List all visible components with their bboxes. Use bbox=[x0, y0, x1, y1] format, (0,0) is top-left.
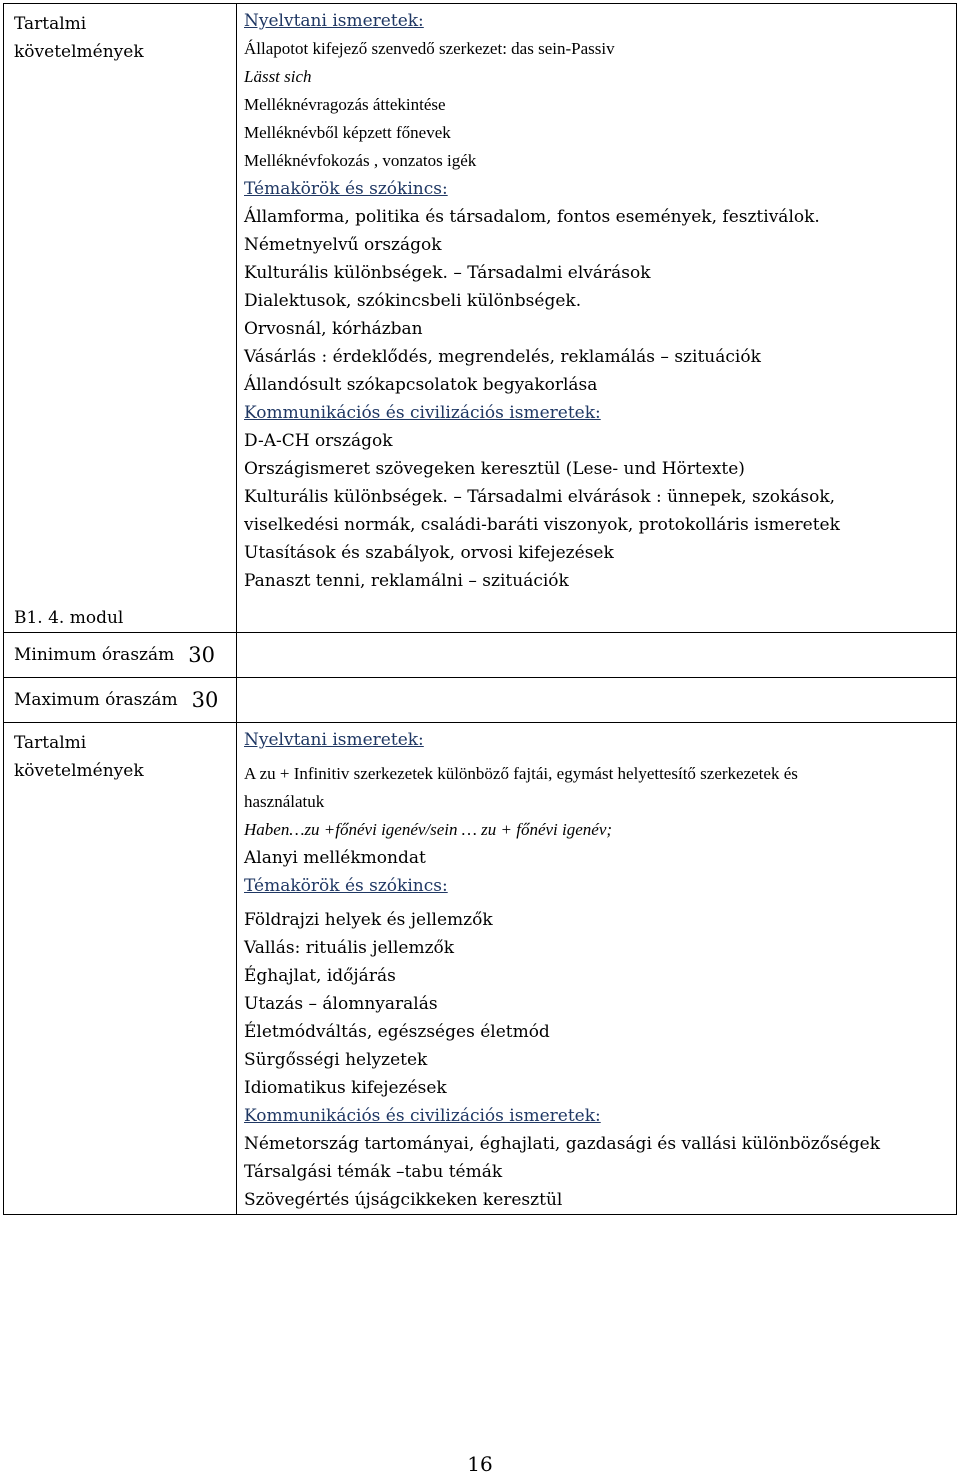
content-line: Vásárlás : érdeklődés, megrendelés, reklamálás – szituációk bbox=[244, 347, 761, 367]
max-hours-label-cell bbox=[4, 678, 237, 723]
max-hours-value: 30 bbox=[191, 688, 219, 712]
content-line: Kulturális különbségek. – Társadalmi elvárások bbox=[244, 263, 651, 283]
content-line: Haben…zu +főnévi igenév/sein … zu + főnévi igenév; bbox=[244, 820, 613, 839]
left-cell-requirements-2 bbox=[4, 723, 237, 1215]
content-line: Melléknévből képzett főnevek bbox=[244, 123, 451, 142]
content-line: Vallás: rituális jellemzők bbox=[244, 938, 455, 958]
section-heading: Témakörök és szókincs: bbox=[244, 179, 448, 199]
content-line: Állapotot kifejező szenvedő szerkezet: das sein-Passiv bbox=[244, 39, 615, 58]
requirements-label-line-1: Tartalmi bbox=[14, 14, 87, 34]
content-line: Orvosnál, kórházban bbox=[244, 319, 423, 339]
table-row-min-hours bbox=[4, 633, 957, 678]
content-line: Állandósult szókapcsolatok begyakorlása bbox=[244, 375, 598, 395]
content-line: Sürgősségi helyzetek bbox=[244, 1050, 428, 1070]
requirements-label-line-2: követelmények bbox=[14, 42, 144, 62]
section-heading: Nyelvtani ismeretek: bbox=[244, 730, 424, 750]
section-heading: Témakörök és szókincs: bbox=[244, 876, 448, 896]
content-line: Idiomatikus kifejezések bbox=[244, 1078, 447, 1098]
section-heading: Nyelvtani ismeretek: bbox=[244, 11, 424, 31]
requirements-2-label-line-1: Tartalmi bbox=[14, 733, 87, 753]
content-line: Melléknévfokozás , vonzatos igék bbox=[244, 151, 477, 170]
content-line: viselkedési normák, családi-baráti viszonyok, protokolláris ismeretek bbox=[244, 515, 840, 535]
content-line: Társalgási témák –tabu témák bbox=[244, 1162, 503, 1182]
section-heading: Kommunikációs és civilizációs ismeretek: bbox=[244, 403, 601, 423]
content-line: A zu + Infinitiv szerkezetek különböző fajtái, egymást helyettesítő szerkezetek és bbox=[244, 764, 798, 783]
content-line: Szövegértés újságcikkeken keresztül bbox=[244, 1190, 563, 1210]
content-line: Kulturális különbségek. – Társadalmi elvárások : ünnepek, szokások, bbox=[244, 487, 836, 507]
section-heading: Kommunikációs és civilizációs ismeretek: bbox=[244, 1106, 601, 1126]
max-hours-empty-cell bbox=[237, 678, 957, 723]
content-list-requirements-2 bbox=[244, 726, 956, 1214]
left-cell-requirements bbox=[4, 4, 237, 633]
content-line: Éghajlat, időjárás bbox=[244, 966, 396, 986]
table-row-max-hours bbox=[4, 678, 957, 723]
content-line: Földrajzi helyek és jellemzők bbox=[244, 910, 493, 930]
table-row-module-content bbox=[4, 4, 957, 633]
page-number: 16 bbox=[467, 1452, 493, 1476]
curriculum-table bbox=[3, 3, 957, 1215]
content-list-module bbox=[244, 7, 956, 595]
content-line: Államforma, politika és társadalom, fontos események, fesztiválok. bbox=[244, 207, 820, 227]
content-line: Panaszt tenni, reklamálni – szituációk bbox=[244, 571, 569, 591]
content-line: Országismeret szövegeken keresztül (Lese- und Hörtexte) bbox=[244, 459, 745, 479]
content-line: Dialektusok, szókincsbeli különbségek. bbox=[244, 291, 582, 311]
requirements-2-label-line-2: követelmények bbox=[14, 761, 144, 781]
min-hours-label-cell bbox=[4, 633, 237, 678]
content-line: Utazás – álomnyaralás bbox=[244, 994, 438, 1014]
content-line: Németország tartományai, éghajlati, gazdasági és vallási különbözőségek bbox=[244, 1134, 880, 1154]
content-line: Utasítások és szabályok, orvosi kifejezések bbox=[244, 543, 614, 563]
content-line: használatuk bbox=[244, 792, 325, 811]
left-cell-wrapper bbox=[14, 10, 236, 632]
table-row-requirements-2 bbox=[4, 723, 957, 1215]
content-line: Alanyi mellékmondat bbox=[244, 848, 426, 868]
content-line: Életmódváltás, egészséges életmód bbox=[244, 1022, 550, 1042]
content-cell-module bbox=[237, 4, 957, 633]
min-hours-label: Minimum óraszám bbox=[14, 645, 175, 665]
content-cell-requirements-2 bbox=[237, 723, 957, 1215]
module-label: B1. 4. modul bbox=[14, 608, 124, 628]
content-line: Németnyelvű országok bbox=[244, 235, 442, 255]
content-line: D-A-CH országok bbox=[244, 431, 393, 451]
min-hours-empty-cell bbox=[237, 633, 957, 678]
min-hours-value: 30 bbox=[188, 643, 215, 667]
max-hours-label: Maximum óraszám bbox=[14, 690, 178, 710]
content-line: Lässt sich bbox=[244, 67, 312, 86]
content-line: Melléknévragozás áttekintése bbox=[244, 95, 446, 114]
